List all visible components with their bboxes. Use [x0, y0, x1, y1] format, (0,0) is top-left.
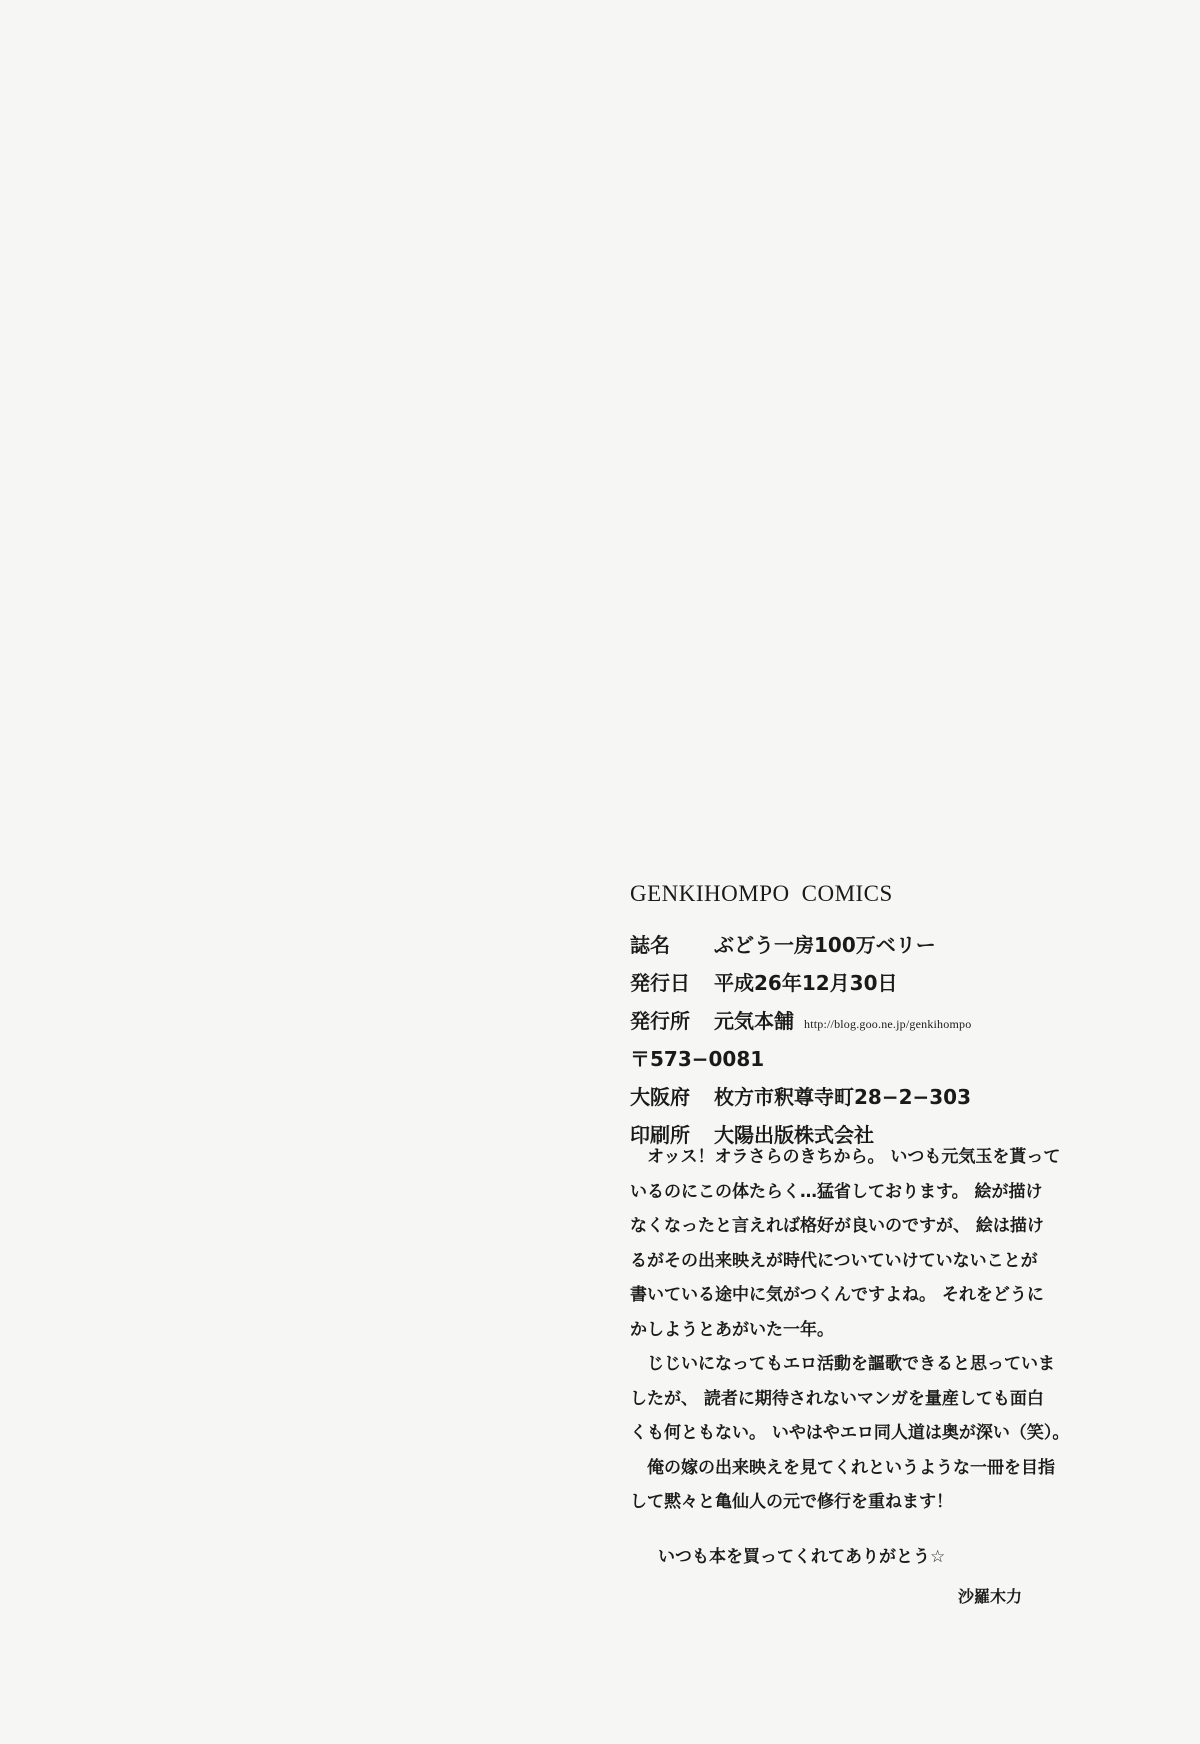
info-row-publisher: [630, 1002, 1080, 1040]
afterword-line: るがその出来映えが時代についていけていないことが: [630, 1250, 1038, 1271]
brand-name: GENKIHOMPO: [630, 881, 790, 906]
info-row-address: [630, 1078, 1080, 1116]
info-row-title: [630, 926, 1080, 964]
info-value-printer: 大陽出版株式会社: [714, 1123, 874, 1147]
info-row-postal-code: [630, 1040, 1080, 1078]
colophon: [630, 880, 1080, 1154]
info-key-postal-code: 〒573−0081: [630, 1047, 765, 1071]
info-key-issue-date: 発行日: [630, 971, 690, 995]
info-key-publisher: 発行所: [630, 1009, 690, 1033]
info-value-address: 枚方市釈尊寺町28−2−303: [714, 1085, 972, 1109]
afterword-line: 書いている途中に気がつくんですよね。 それをどうに: [630, 1285, 1044, 1305]
afterword-line: いるのにこの体たらく…猛省しております。 絵が描け: [630, 1181, 1043, 1202]
brand-line: COMICS: [801, 881, 893, 906]
afterword-line: して黙々と亀仙人の元で修行を重ねます！: [630, 1492, 953, 1512]
info-value-issue-date: 平成26年12月30日: [714, 971, 898, 995]
afterword-line: じじいになってもエロ活動を謳歌できると思っていま: [630, 1354, 1055, 1374]
info-value-publisher: 元気本舗: [714, 1009, 794, 1033]
info-key-title: 誌名: [630, 933, 670, 957]
afterword-line: オッス！オラさらのきちから。 いつも元気玉を貰って: [630, 1147, 1061, 1167]
author-signature: 沙羅木力: [958, 1587, 1023, 1606]
afterword-line: なくなったと言えれば格好が良いのですが、 絵は描け: [630, 1216, 1044, 1236]
info-row-issue-date: [630, 964, 1080, 1002]
info-value-title: ぶどう一房100万ベリー: [714, 933, 936, 957]
afterword-line: 俺の嫁の出来映えを見てくれというような一冊を目指: [630, 1457, 1055, 1478]
afterword-line: かしようとあがいた一年。: [630, 1319, 834, 1340]
publisher-brand: [630, 880, 1080, 908]
info-key-printer: 印刷所: [630, 1123, 690, 1147]
afterword-line: くも何ともない。 いやはやエロ同人道は奥が深い（笑）。: [630, 1423, 1070, 1443]
thanks-line: いつも本を買ってくれてありがとう☆: [658, 1547, 946, 1567]
afterword-line: したが、 読者に期待されないマンガを量産しても面白: [630, 1388, 1044, 1409]
info-key-prefecture: 大阪府: [630, 1085, 690, 1109]
afterword-message: [630, 1140, 1070, 1520]
publisher-url: http://blog.goo.ne.jp/genkihompo: [804, 1017, 972, 1031]
